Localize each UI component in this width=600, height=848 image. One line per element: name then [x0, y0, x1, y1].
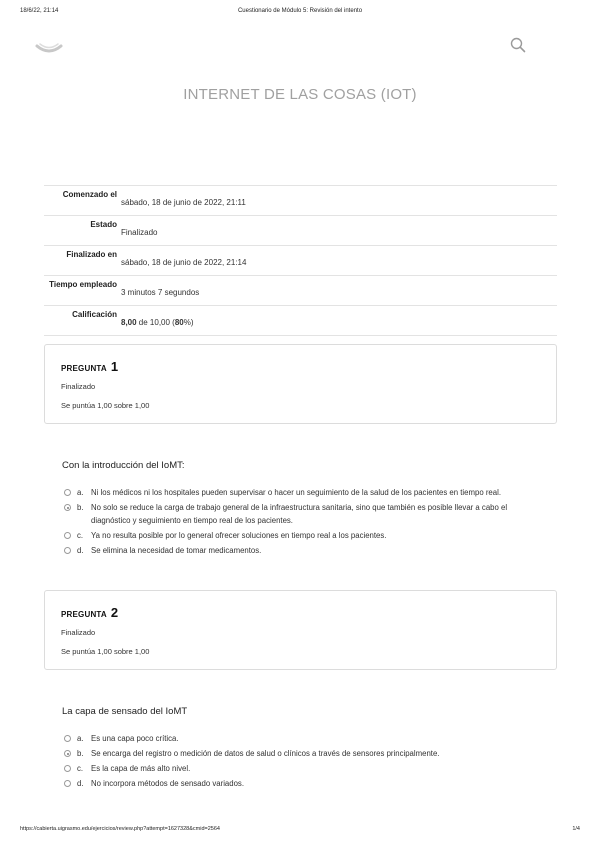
- course-title: INTERNET DE LAS COSAS (IOT): [183, 86, 417, 103]
- question-heading: [61, 605, 540, 620]
- print-page-number: 1/4: [572, 826, 580, 832]
- print-date: 18/6/22, 21:14: [20, 8, 59, 14]
- answer-text: No solo se reduce la carga de trabajo general de la infraestructura sanitaria, sino que también es posible llevar a cabo el diagnóstico y seguimiento en tiempo real de los pacientes.: [91, 503, 508, 525]
- grade-of: de 10,00 (: [136, 318, 175, 327]
- answer-list: [64, 486, 544, 559]
- answer-option[interactable]: [64, 732, 544, 745]
- answer-letter: d.: [77, 779, 84, 788]
- radio-button-icon[interactable]: [64, 547, 71, 554]
- question-number: 2: [110, 605, 119, 620]
- question-info-card: [44, 590, 557, 670]
- answer-option[interactable]: [64, 486, 544, 499]
- question-state: Finalizado: [61, 628, 96, 637]
- summary-value: sábado, 18 de junio de 2022, 21:14: [121, 258, 247, 267]
- answer-text: Ni los médicos ni los hospitales pueden supervisar o hacer un seguimiento de la salud de los pacientes en tiempo real.: [91, 488, 502, 497]
- radio-button-selected-icon[interactable]: [64, 504, 71, 511]
- summary-label: Calificación: [72, 310, 117, 319]
- summary-row-time: [44, 276, 557, 306]
- question-label: PREGUNTA: [61, 610, 107, 619]
- answer-letter: a.: [77, 488, 84, 497]
- question-text: Con la introducción del IoMT:: [62, 460, 185, 471]
- answer-text: Es la capa de más alto nivel.: [91, 764, 191, 773]
- question-grade: Se puntúa 1,00 sobre 1,00: [61, 401, 150, 410]
- summary-label: Tiempo empleado: [49, 280, 117, 289]
- grade-suffix: %): [183, 318, 194, 327]
- summary-label: Finalizado en: [66, 250, 117, 259]
- university-logo-icon[interactable]: [34, 38, 64, 56]
- question-text: La capa de sensado del IoMT: [62, 706, 188, 717]
- question-info-card: [44, 344, 557, 424]
- radio-button-icon[interactable]: [64, 532, 71, 539]
- answer-letter: b.: [77, 503, 84, 512]
- print-header: [20, 8, 580, 18]
- print-url: https://cabierta.uigrasmo.edu/ejercicios/review.php?attempt=1627328&cmid=2564: [20, 826, 220, 832]
- answer-option[interactable]: [64, 777, 544, 790]
- answer-text: Se encarga del registro o medición de datos de salud o clínicos a través de sensores principalmente.: [91, 749, 440, 758]
- summary-value: 3 minutos 7 segundos: [121, 288, 200, 297]
- radio-button-icon[interactable]: [64, 489, 71, 496]
- answer-text: Ya no resulta posible por lo general ofrecer soluciones en tiempo real a los pacientes.: [91, 531, 387, 540]
- question-label: PREGUNTA: [61, 364, 107, 373]
- grade-percent: 80: [174, 318, 184, 327]
- summary-value: sábado, 18 de junio de 2022, 21:11: [121, 198, 246, 207]
- question-state: Finalizado: [61, 382, 96, 391]
- radio-button-icon[interactable]: [64, 765, 71, 772]
- answer-list: [64, 732, 544, 792]
- grade-score: 8,00: [121, 318, 137, 327]
- answer-text: No incorpora métodos de sensado variados.: [91, 779, 244, 788]
- answer-letter: b.: [77, 749, 84, 758]
- answer-option[interactable]: [64, 747, 544, 760]
- radio-button-icon[interactable]: [64, 780, 71, 787]
- answer-text: Se elimina la necesidad de tomar medicamentos.: [91, 546, 262, 555]
- answer-letter: a.: [77, 734, 84, 743]
- summary-label: Comenzado el: [62, 190, 117, 199]
- question-heading: [61, 359, 540, 374]
- radio-button-selected-icon[interactable]: [64, 750, 71, 757]
- summary-grade-value: [121, 306, 557, 336]
- print-document-title: Cuestionario de Módulo 5: Revisión del intento: [237, 8, 363, 14]
- question-grade: Se puntúa 1,00 sobre 1,00: [61, 647, 150, 656]
- summary-value: Finalizado: [121, 228, 158, 237]
- answer-option[interactable]: [64, 501, 544, 527]
- attempt-summary-table: [44, 185, 557, 336]
- answer-option[interactable]: [64, 544, 544, 557]
- answer-option[interactable]: [64, 529, 544, 542]
- summary-row-grade: [44, 306, 557, 336]
- search-icon[interactable]: [510, 37, 526, 53]
- question-number: 1: [110, 359, 119, 374]
- summary-row-state: [44, 216, 557, 246]
- summary-label: Estado: [90, 220, 117, 229]
- answer-letter: c.: [77, 531, 84, 540]
- answer-text: Es una capa poco crítica.: [91, 734, 179, 743]
- answer-option[interactable]: [64, 762, 544, 775]
- answer-letter: c.: [77, 764, 84, 773]
- print-footer: [20, 826, 580, 836]
- radio-button-icon[interactable]: [64, 735, 71, 742]
- answer-letter: d.: [77, 546, 84, 555]
- summary-row-started: [44, 186, 557, 216]
- summary-row-finished: [44, 246, 557, 276]
